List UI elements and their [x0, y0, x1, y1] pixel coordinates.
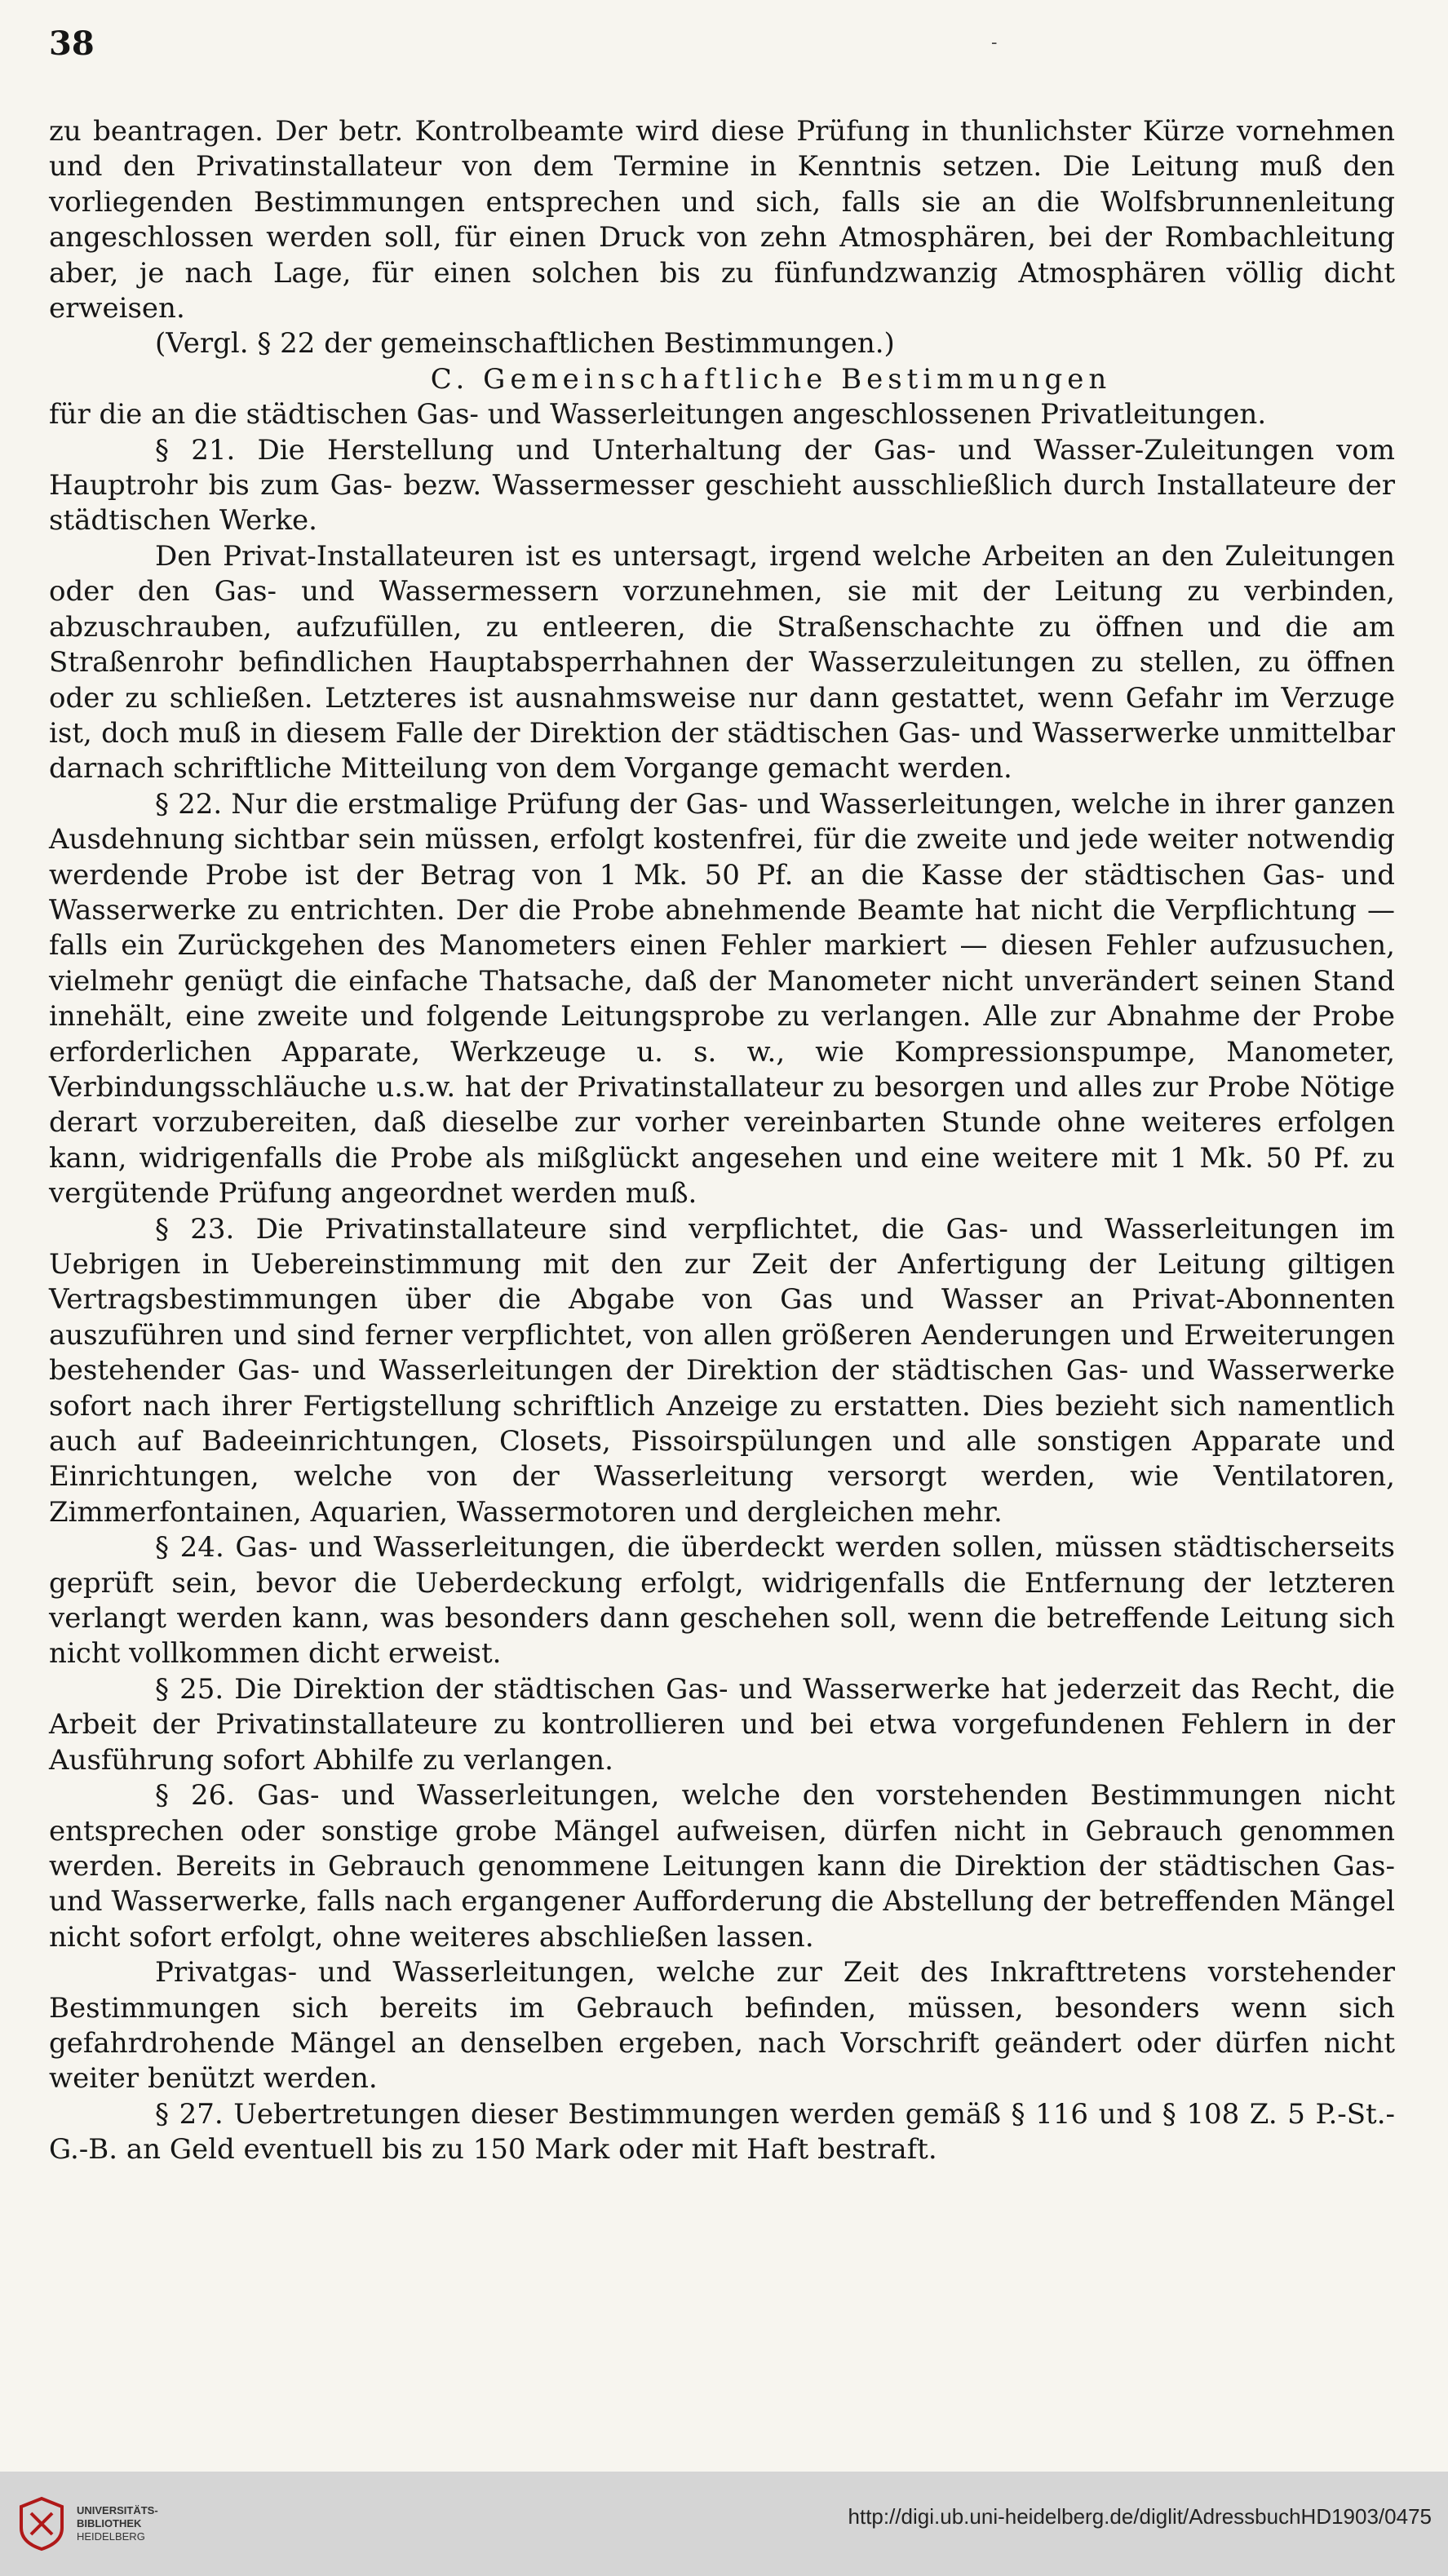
library-seal-icon: [16, 2495, 67, 2552]
library-logo[interactable]: [16, 2488, 171, 2560]
logo-line-3: HEIDELBERG: [77, 2530, 145, 2543]
paragraph-21: § 21. Die Herstellung und Unterhaltung der Gas- und Wasser-Zuleitungen vom Hauptrohr bis zum Gas- bezw. Wassermesser geschieht ausschließlich durch Installateure der städtischen Werke.: [49, 433, 1395, 538]
document-body: [49, 114, 1395, 2168]
source-url-link[interactable]: http://digi.ub.uni-heidelberg.de/diglit/AdressbuchHD1903/0475: [848, 2504, 1432, 2529]
library-logo-text: [77, 2504, 158, 2543]
paragraph-22: § 22. Nur die erstmalige Prüfung der Gas- und Wasserleitungen, welche in ihrer ganzen Ausdehnung sichtbar sein müssen, erfolgt kostenfrei, für die zweite und jede weiter notwendig werdende Probe ist der Betrag von 1 Mk. 50 Pf. an die Kasse der städtischen Gas- und Wasserwerke zu entrichten. Der die Probe abnehmende Beamte hat nicht die Verpflichtung — falls ein Zurückgehen des Manometers einen Fehler markiert — diesen Fehler aufzusuchen, vielmehr genügt die einfache Thatsache, daß der Manometer nicht unverändert seinen Stand innehält, eine zweite und folgende Leitungsprobe zu verlangen. Alle zur Abnahme der Probe erforderlichen Apparate, Werkzeuge u. s. w., wie Kompressionspumpe, Manometer, Verbindungsschläuche u.s.w. hat der Privatinstallateur zu besorgen und alles zur Probe Nötige derart vorzubereiten, daß dieselbe zur vorher vereinbarten Stunde ohne weiteres erfolgen kann, widrigenfalls die Probe als mißglückt angesehen und eine weitere mit 1 Mk. 50 Pf. zu vergütende Prüfung angeordnet werden muß.: [49, 787, 1395, 1211]
section-subheading: für die an die städtischen Gas- und Wasserleitungen angeschlossenen Privatleitungen.: [49, 398, 1267, 432]
section-heading: C. Gemeinschaftliche Bestimmungen: [430, 362, 1112, 396]
paragraph-intro: zu beantragen. Der betr. Kontrolbeamte wird diese Prüfung in thunlichster Kürze vornehmen und den Privatinstallateur von dem Termine in Kenntnis setzen. Die Leitung muß den vorliegenden Bestimmungen entsprechen und sich, falls sie an die Wolfsbrunnenleitung angeschlossen werden soll, für einen Druck von zehn Atmosphären, bei der Rombachleitung aber, je nach Lage, für einen solchen bis zu fünfundzwanzig Atmosphären völlig dicht erweisen.: [49, 115, 1395, 325]
logo-line-2: BIBLIOTHEK: [77, 2517, 142, 2530]
paragraph-23: § 23. Die Privatinstallateure sind verpflichtet, die Gas- und Wasserleitungen im Uebrigen in Uebereinstimmung mit den zur Zeit der Anfertigung der Leitung giltigen Vertragsbestimmungen über die Abgabe von Gas und Wasser an Privat-Abonnenten auszuführen und sind ferner verpflichtet, von allen größeren Aenderungen und Erweiterungen bestehender Gas- und Wasserleitungen der Direktion der städtischen Gas- und Wasserwerke sofort nach ihrer Fertigstellung schriftlich Anzeige zu erstatten. Dies bezieht sich namentlich auch auf Badeeinrichtungen, Closets, Pissoirspülungen und alle sonstigen Apparate und Einrichtungen, welche von der Wasserleitung versorgt werden, wie Ventilatoren, Zimmerfontainen, Aquarien, Wassermotoren und dergleichen mehr.: [49, 1212, 1395, 1529]
page-number: 38: [49, 24, 95, 63]
logo-line-1: UNIVERSITÄTS-: [77, 2504, 158, 2516]
reference-note: (Vergl. § 22 der gemeinschaftlichen Bestimmungen.): [155, 327, 895, 361]
paragraph-21b: Den Privat-Installateuren ist es untersagt, irgend welche Arbeiten an den Zuleitungen oder den Gas- und Wassermessern vorzunehmen, sie mit der Leitung zu verbinden, abzuschrauben, aufzufüllen, zu entleeren, die Straßenschachte zu öffnen und die am Straßenrohr befindlichen Hauptabsperrhahnen der Wasserzuleitungen zu stellen, zu öffnen oder zu schließen. Letzteres ist ausnahmsweise nur dann gestattet, wenn Gefahr im Verzuge ist, doch muß in diesem Falle der Direktion der städtischen Gas- und Wasserwerke unmittelbar darnach schriftliche Mitteilung von dem Vorgange gemacht werden.: [49, 539, 1395, 786]
paragraph-26b: Privatgas- und Wasserleitungen, welche zur Zeit des Inkrafttretens vorstehender Bestimmungen sich bereits im Gebrauch befinden, müssen, besonders wenn sich gefahrdrohende Mängel an denselben ergeben, nach Vorschrift geändert oder dürfen nicht weiter benützt werden.: [49, 1956, 1395, 2096]
paragraph-26: § 26. Gas- und Wasserleitungen, welche den vorstehenden Bestimmungen nicht entsprechen oder sonstige grobe Mängel aufweisen, dürfen nicht in Gebrauch genommen werden. Bereits in Gebrauch genommene Leitungen kann die Direktion der städtischen Gas- und Wasserwerke, falls nach ergangener Aufforderung die Abstellung der betreffenden Mängel nicht sofort erfolgt, ohne weiteres abschließen lassen.: [49, 1779, 1395, 1954]
paragraph-24: § 24. Gas- und Wasserleitungen, die überdeckt werden sollen, müssen städtischerseits geprüft sein, bevor die Ueberdeckung erfolgt, widrigenfalls die Entfernung der letzteren verlangt werden kann, was besonders dann geschehen soll, wenn die betreffende Leitung sich nicht vollkommen dicht erweist.: [49, 1531, 1395, 1671]
top-mark: -: [991, 33, 998, 53]
paragraph-25: § 25. Die Direktion der städtischen Gas- und Wasserwerke hat jederzeit das Recht, die Arbeit der Privatinstallateure zu kontrollieren und bei etwa vorgefundenen Fehlern in der Ausführung sofort Abhilfe zu verlangen.: [49, 1672, 1395, 1777]
footer-bar: [0, 2472, 1448, 2576]
paragraph-27: § 27. Uebertretungen dieser Bestimmungen werden gemäß § 116 und § 108 Z. 5 P.-St.-G.-B. an Geld eventuell bis zu 150 Mark oder mit Haft bestraft.: [49, 2097, 1395, 2167]
